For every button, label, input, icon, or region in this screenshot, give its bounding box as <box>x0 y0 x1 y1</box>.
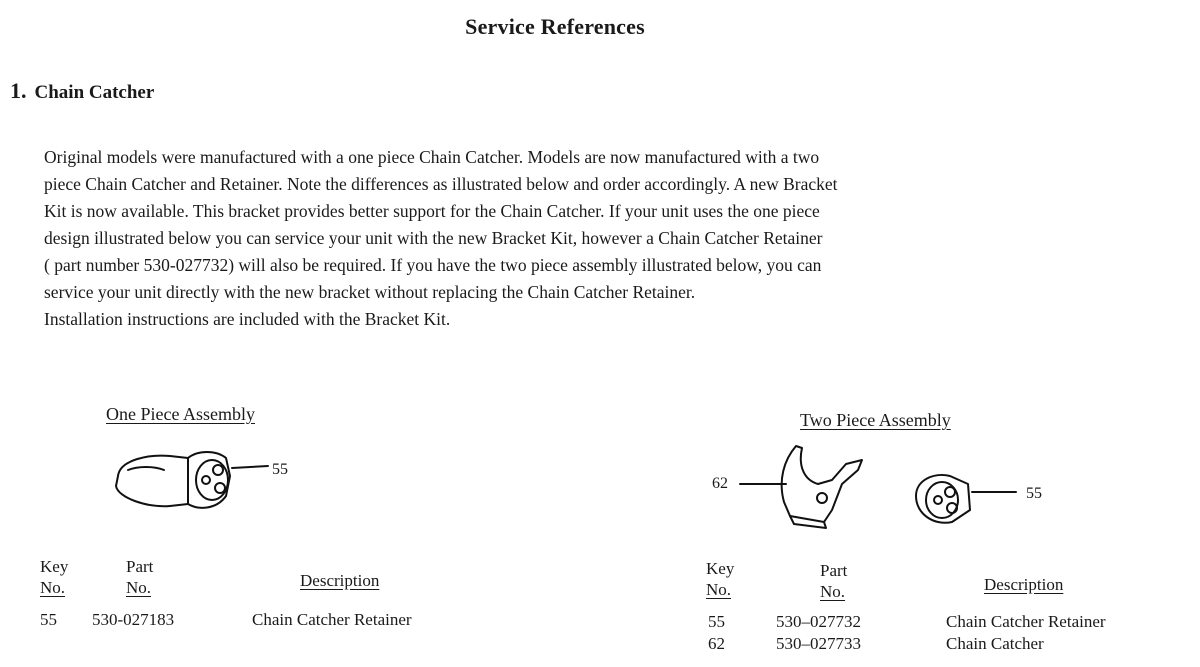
part-header-line: No. <box>820 582 846 601</box>
two-piece-chain-catcher-illustration <box>738 440 868 530</box>
two-piece-row-part: 530–027733 <box>776 634 861 653</box>
two-piece-callout-62: 62 <box>712 475 728 492</box>
body-line: Original models were manufactured with a one piece Chain Catcher. Models are now manufactured with a two <box>44 147 820 167</box>
two-piece-key-header <box>706 558 734 600</box>
key-header-line: Key <box>40 557 69 576</box>
two-piece-assembly-title: Two Piece Assembly <box>800 410 951 430</box>
page-title: Service References <box>465 14 645 39</box>
key-header-line: Key <box>706 559 735 578</box>
body-line: ( part number 530-027732) will also be required. If you have the two piece assembly illustrated below, you can <box>44 255 822 275</box>
one-piece-row-desc: Chain Catcher Retainer <box>252 610 412 629</box>
one-piece-key-header <box>40 556 68 598</box>
body-line: design illustrated below you can service your unit with the new Bracket Kit, however a Chain Catcher Retainer <box>44 228 823 248</box>
one-piece-chain-catcher-illustration <box>108 446 288 516</box>
section-number: 1. <box>10 78 27 103</box>
one-piece-row-part: 530-027183 <box>92 610 175 629</box>
part-header-line: Part <box>126 557 154 576</box>
one-piece-part-header <box>126 556 153 598</box>
two-piece-retainer-illustration <box>910 470 1020 530</box>
one-piece-row-key: 55 <box>40 610 57 629</box>
two-piece-row-part: 530–027732 <box>776 612 861 631</box>
one-piece-assembly-title: One Piece Assembly <box>106 404 255 424</box>
two-piece-callout-55: 55 <box>1026 485 1042 502</box>
two-piece-description-header: Description <box>984 575 1064 594</box>
part-header-line: Part <box>820 561 848 580</box>
one-piece-description-header: Description <box>300 571 380 590</box>
section-heading <box>10 78 154 104</box>
key-header-line: No. <box>40 578 66 597</box>
body-paragraph <box>44 144 1124 333</box>
body-line: service your unit directly with the new bracket without replacing the Chain Catcher Retainer. <box>44 282 696 302</box>
two-piece-row-key: 62 <box>708 634 725 653</box>
one-piece-callout-55: 55 <box>272 461 288 478</box>
two-piece-part-header <box>820 560 847 602</box>
body-line: piece Chain Catcher and Retainer. Note the differences as illustrated below and order accordingly. A new Bracket <box>44 174 838 194</box>
key-header-line: No. <box>706 580 732 599</box>
body-line: Installation instructions are included with the Bracket Kit. <box>44 309 451 329</box>
section-title: Chain Catcher <box>34 82 155 103</box>
two-piece-row-desc: Chain Catcher Retainer <box>946 612 1106 631</box>
two-piece-row-desc: Chain Catcher <box>946 634 1044 653</box>
part-header-line: No. <box>126 578 152 597</box>
two-piece-row-key: 55 <box>708 612 725 631</box>
body-line: Kit is now available. This bracket provides better support for the Chain Catcher. If your unit uses the one piece <box>44 201 820 221</box>
